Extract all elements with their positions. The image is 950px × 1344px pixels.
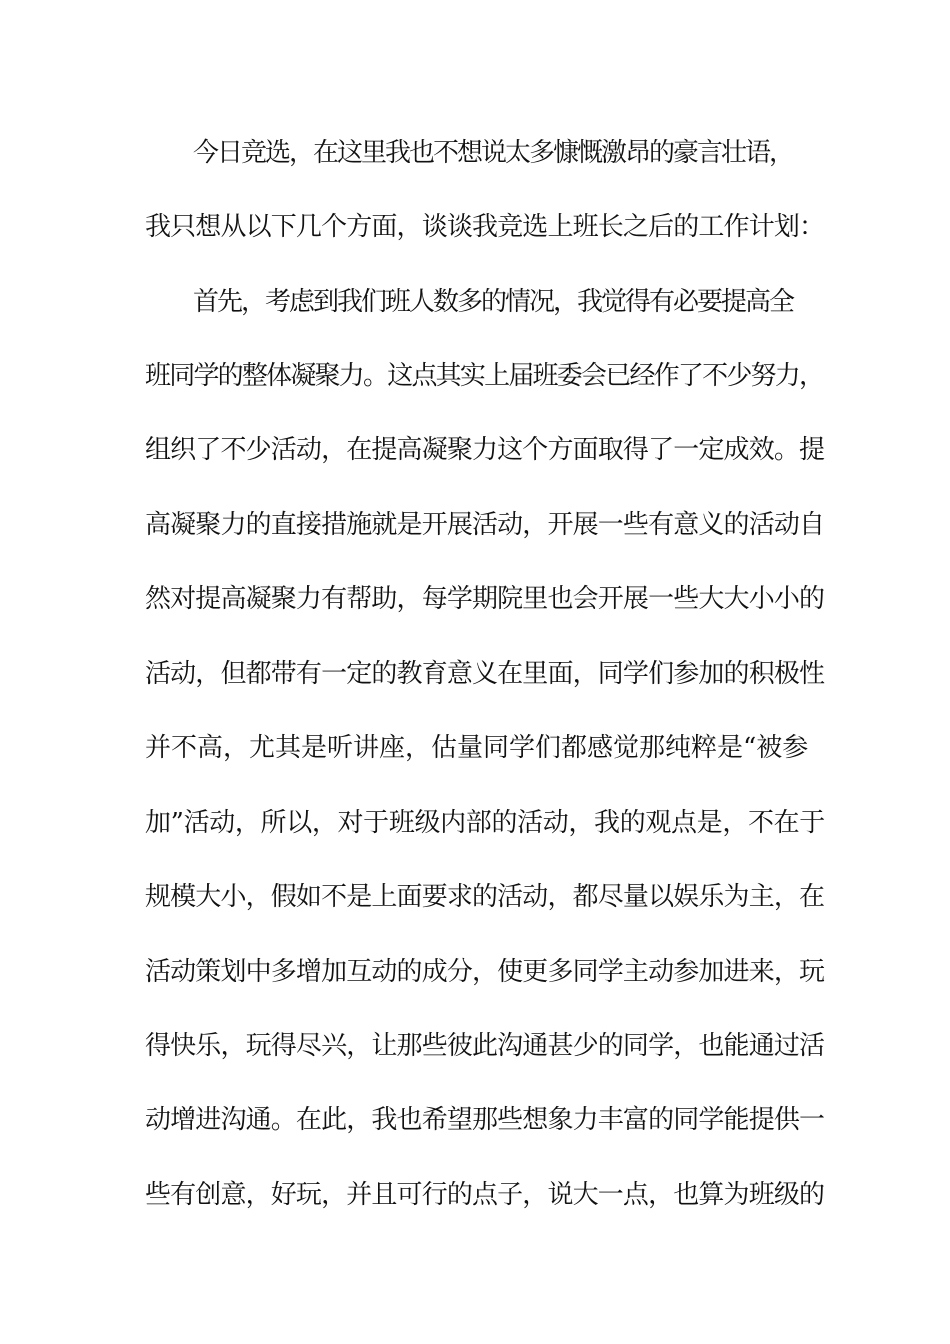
paragraph-2-line-5: 然对提高凝聚力有帮助，每学期院里也会开展一些大大小小的 — [145, 584, 825, 614]
paragraph-2-line-6: 活动，但都带有一定的教育意义在里面，同学们参加的积极性 — [145, 659, 825, 689]
paragraph-1-line-1: 今日竞选，在这里我也不想说太多慷慨激昂的豪言壮语， — [193, 138, 794, 168]
paragraph-2-line-7: 并不高，尤其是听讲座，估量同学们都感觉那纯粹是“被参 — [145, 733, 809, 763]
paragraph-2-line-1: 首先，考虑到我们班人数多的情况，我觉得有必要提高全 — [193, 287, 794, 317]
paragraph-2-line-8: 加”活动，所以，对于班级内部的活动，我的观点是，不在于 — [145, 808, 825, 838]
paragraph-2-line-10: 活动策划中多增加互动的成分，使更多同学主动参加进来，玩 — [145, 957, 825, 987]
paragraph-2-line-2: 班同学的整体凝聚力。这点其实上届班委会已经作了不少努力， — [145, 361, 824, 391]
paragraph-2-line-11: 得快乐，玩得尽兴，让那些彼此沟通甚少的同学，也能通过活 — [145, 1031, 825, 1061]
paragraph-2-line-4: 高凝聚力的直接措施就是开展活动，开展一些有意义的活动自 — [145, 510, 825, 540]
paragraph-2-line-9: 规模大小，假如不是上面要求的活动，都尽量以娱乐为主，在 — [145, 882, 825, 912]
paragraph-2-line-13: 些有创意，好玩，并且可行的点子，说大一点，也算为班级的 — [145, 1180, 825, 1210]
paragraph-2-line-3: 组织了不少活动，在提高凝聚力这个方面取得了一定成效。提 — [145, 435, 825, 465]
paragraph-1-line-2: 我只想从以下几个方面，谈谈我竞选上班长之后的工作计划： — [145, 212, 825, 242]
paragraph-2-line-12: 动增进沟通。在此，我也希望那些想象力丰富的同学能提供一 — [145, 1105, 825, 1135]
